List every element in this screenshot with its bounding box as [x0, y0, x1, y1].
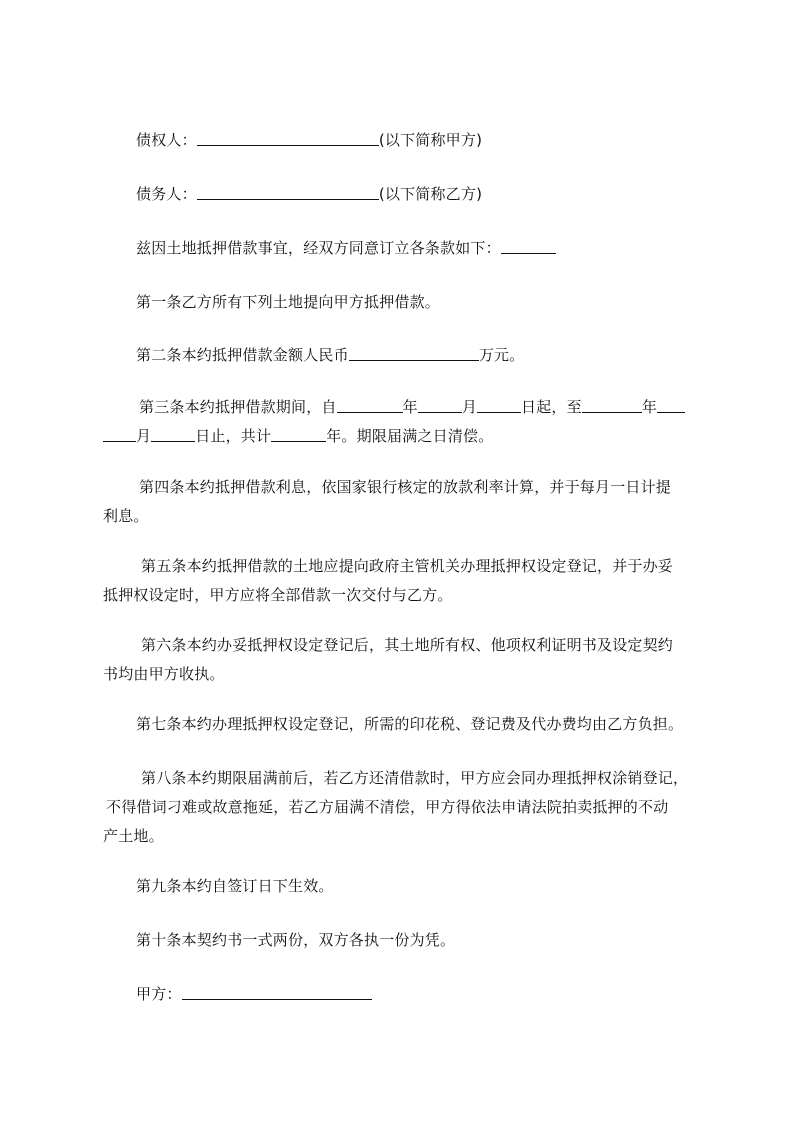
article-3	[103, 393, 703, 451]
year2-label: 年	[641, 398, 658, 416]
article-9-text: 第九条本约自签订日下生效。	[136, 877, 334, 895]
article-5	[103, 552, 703, 610]
end-year-blank[interactable]	[582, 397, 642, 413]
intro-paragraph	[103, 234, 736, 263]
debtor-line	[103, 180, 736, 209]
start-month-blank[interactable]	[418, 397, 462, 413]
intro-text: 兹因土地抵押借款事宜，经双方同意订立各条款如下：	[136, 239, 501, 257]
party-a-label: 甲方：	[136, 985, 182, 1003]
article-4-line-1: 第四条本约抵押借款利息，依国家银行核定的放款利率计算，并于每月一日计提	[139, 478, 672, 496]
month2-label: 月	[136, 427, 152, 445]
article-2-prefix: 第二条本约抵押借款金额人民币	[136, 346, 349, 364]
debtor-suffix: (以下简称乙方)	[378, 185, 483, 203]
article-5-line-2: 抵押权设定时，甲方应将全部借款一次交付与乙方。	[103, 586, 453, 604]
article-6-line-2: 书均由甲方收执。	[103, 665, 225, 683]
article-4	[103, 473, 703, 531]
start-year-blank[interactable]	[337, 397, 403, 413]
article-3-line-1	[103, 393, 703, 422]
creditor-suffix: (以下简称甲方)	[378, 131, 483, 149]
total-years-blank[interactable]	[271, 426, 326, 442]
creditor-label: 债权人：	[136, 131, 197, 149]
day-from-label: 日起，至	[521, 398, 582, 416]
article-8-line-2: 不得借词刁难或故意拖延，若乙方届满不清偿，甲方得依法申请法院拍卖抵押的不动	[106, 798, 669, 816]
month-label: 月	[461, 398, 478, 416]
end-month-blank-part1[interactable]	[657, 397, 685, 413]
creditor-blank[interactable]	[197, 130, 379, 146]
article-3-prefix: 第三条本约抵押借款期间，自	[139, 398, 337, 416]
debtor-label: 债务人：	[136, 185, 197, 203]
article-1-text: 第一条乙方所有下列土地提向甲方抵押借款。	[136, 293, 441, 311]
article-6-line-1: 第六条本约办妥抵押权设定登记后，其土地所有权、他项权利证明书及设定契约	[141, 636, 674, 654]
article-7	[103, 710, 736, 739]
article-2	[103, 341, 736, 370]
article-3-tail: 年。期限届满之日清偿。	[326, 427, 494, 445]
article-3-line-2	[103, 422, 703, 451]
article-8	[103, 764, 703, 851]
creditor-line	[103, 126, 736, 155]
party-a-blank[interactable]	[182, 984, 372, 1000]
end-month-blank-part2[interactable]	[103, 426, 136, 442]
article-10	[103, 926, 736, 955]
article-9	[103, 872, 736, 901]
intro-blank[interactable]	[501, 238, 556, 254]
article-8-line-3: 产土地。	[103, 827, 164, 845]
article-7-text: 第七条本约办理抵押权设定登记，所需的印花税、登记费及代办费均由乙方负担。	[136, 715, 684, 733]
article-2-suffix: 万元。	[478, 346, 525, 364]
article-10-text: 第十条本契约书一式两份，双方各执一份为凭。	[136, 931, 456, 949]
amount-blank[interactable]	[349, 345, 479, 361]
article-1	[103, 288, 736, 317]
end-day-blank[interactable]	[151, 426, 195, 442]
article-8-line-1: 第八条本约期限届满前后，若乙方还清借款时，甲方应会同办理抵押权涂销登记，	[141, 769, 689, 787]
article-6	[103, 631, 703, 689]
article-4-line-2: 利息。	[103, 507, 149, 525]
article-5-line-1: 第五条本约抵押借款的土地应提向政府主管机关办理抵押权设定登记，并于办妥	[141, 557, 674, 575]
start-day-blank[interactable]	[477, 397, 521, 413]
party-a-signature-line	[103, 980, 736, 1009]
debtor-blank[interactable]	[197, 184, 379, 200]
day-to-label: 日止，共计	[195, 427, 272, 445]
year-label: 年	[402, 398, 418, 416]
